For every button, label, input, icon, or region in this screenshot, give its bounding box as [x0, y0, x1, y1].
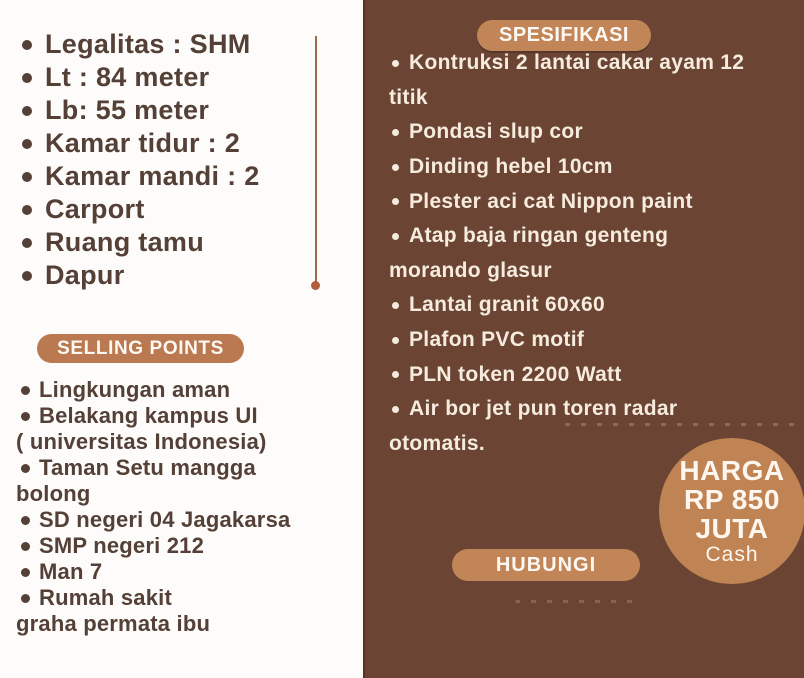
spesifikasi-label: SPESIFIKASI: [499, 24, 629, 46]
bullet-icon: [22, 271, 32, 281]
selling-points-badge: [37, 334, 244, 363]
bullet-icon: [392, 406, 399, 413]
spec-list: [389, 46, 799, 461]
bullet-icon: [21, 412, 30, 421]
spec-item: [389, 115, 799, 150]
selling-point-label: SD negeri 04 Jagakarsa: [39, 507, 291, 532]
selling-points-list: [16, 377, 366, 637]
bullet-icon: [392, 371, 399, 378]
selling-point-item: [16, 403, 366, 429]
left-panel: [0, 0, 363, 678]
divider-end-dot-icon: [311, 281, 320, 290]
bullet-icon: [392, 60, 399, 67]
selling-point-item: [16, 481, 366, 507]
spec-item: [389, 323, 799, 358]
spec-item-label: morando glasur: [389, 258, 552, 282]
price-line-juta: JUTA: [695, 513, 769, 544]
bullet-icon: [392, 129, 399, 136]
price-line-harga: HARGA: [679, 455, 785, 486]
spec-item-label: otomatis.: [389, 431, 486, 455]
bullet-icon: [22, 106, 32, 116]
feature-item-label: Legalitas : SHM: [45, 29, 251, 59]
selling-point-label: Lingkungan aman: [39, 377, 231, 402]
spec-item-label: Plafon PVC motif: [409, 328, 585, 352]
bullet-icon: [21, 516, 30, 525]
spec-item-label: PLN token 2200 Watt: [409, 362, 622, 386]
bullet-icon: [21, 464, 30, 473]
spec-item-label: Kontruksi 2 lantai cakar ayam 12: [409, 51, 745, 75]
spec-item-label: Air bor jet pun toren radar: [409, 397, 678, 421]
bullet-icon: [22, 238, 32, 248]
feature-item-label: Lt : 84 meter: [45, 62, 210, 92]
bullet-icon: [22, 172, 32, 182]
spec-item: [389, 357, 799, 392]
selling-point-item: [16, 559, 366, 585]
erased-text-smudge: [565, 423, 797, 426]
spec-item: [389, 219, 799, 254]
price-circle: [659, 438, 804, 584]
selling-point-label: SMP negeri 212: [39, 533, 205, 558]
selling-point-item: [16, 429, 366, 455]
feature-item: [20, 193, 320, 226]
feature-item: [20, 61, 320, 94]
hubungi-label: HUBUNGI: [495, 553, 597, 576]
right-panel: [363, 0, 804, 678]
spec-item-label: Plester aci cat Nippon paint: [409, 189, 693, 213]
erased-text-smudge: [515, 600, 635, 603]
selling-point-label: graha permata ibu: [16, 611, 211, 636]
feature-list: [20, 28, 320, 292]
selling-point-item: [16, 377, 366, 403]
bullet-icon: [392, 302, 399, 309]
spec-item: [389, 254, 799, 289]
bullet-icon: [22, 139, 32, 149]
selling-point-label: Man 7: [39, 559, 103, 584]
bullet-icon: [22, 40, 32, 50]
selling-point-label: Belakang kampus UI: [39, 403, 258, 428]
spec-item: [389, 184, 799, 219]
bullet-icon: [392, 198, 399, 205]
selling-point-label: Rumah sakit: [39, 585, 173, 610]
feature-item: [20, 160, 320, 193]
selling-point-label: ( universitas Indonesia): [16, 429, 267, 454]
bullet-icon: [21, 568, 30, 577]
selling-point-item: [16, 533, 366, 559]
spec-item: [389, 392, 799, 427]
spec-item: [389, 288, 799, 323]
bullet-icon: [21, 594, 30, 603]
spec-item: [389, 150, 799, 185]
feature-item-label: Kamar tidur : 2: [45, 128, 241, 158]
feature-item: [20, 28, 320, 61]
selling-point-item: [16, 611, 366, 637]
selling-points-label: SELLING POINTS: [57, 337, 224, 359]
bullet-icon: [21, 386, 30, 395]
feature-item-label: Lb: 55 meter: [45, 95, 210, 125]
feature-item-label: Carport: [45, 194, 145, 224]
bullet-icon: [392, 337, 399, 344]
spec-item-label: titik: [389, 85, 428, 109]
feature-item-label: Kamar mandi : 2: [45, 161, 260, 191]
feature-item-label: Dapur: [45, 260, 125, 290]
spec-item-label: Lantai granit 60x60: [409, 293, 605, 317]
vertical-divider: [315, 36, 317, 283]
spec-item-label: Dinding hebel 10cm: [409, 155, 613, 179]
spec-item: [389, 46, 799, 81]
feature-item: [20, 94, 320, 127]
selling-point-item: [16, 585, 366, 611]
spec-item-label: Pondasi slup cor: [409, 120, 583, 144]
spec-item-label: Atap baja ringan genteng: [409, 224, 669, 248]
feature-item: [20, 226, 320, 259]
feature-item: [20, 127, 320, 160]
selling-point-label: bolong: [16, 481, 91, 506]
price-line-amount: RP 850: [684, 484, 780, 515]
bullet-icon: [392, 164, 399, 171]
feature-item-label: Ruang tamu: [45, 227, 205, 257]
spec-item: [389, 81, 799, 116]
selling-point-label: Taman Setu mangga: [39, 455, 256, 480]
bullet-icon: [21, 542, 30, 551]
price-cash-label: Cash: [705, 543, 759, 566]
bullet-icon: [22, 205, 32, 215]
feature-item: [20, 259, 320, 292]
selling-point-item: [16, 455, 366, 481]
bullet-icon: [22, 73, 32, 83]
bullet-icon: [392, 233, 399, 240]
hubungi-badge: [452, 549, 640, 581]
selling-point-item: [16, 507, 366, 533]
